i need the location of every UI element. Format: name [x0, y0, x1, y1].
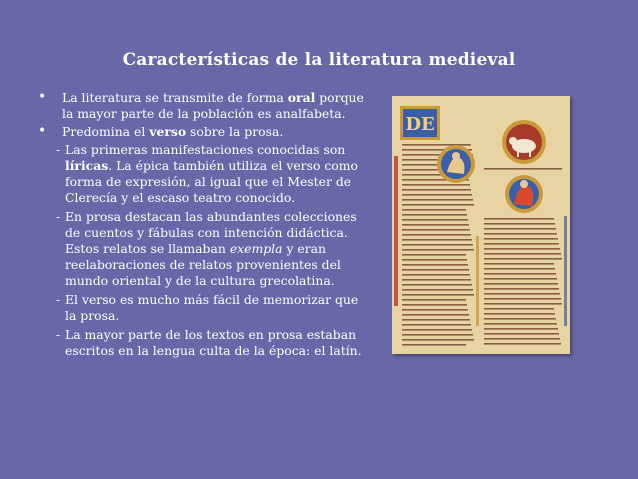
bold-verso: verso [149, 124, 187, 139]
manuscript-text-line [484, 228, 556, 230]
sub-item-memorizar: - El verso es mucho más fácil de memorizar que la prosa. [56, 292, 359, 323]
bullet-verso: • Predomina el verso sobre la prosa. [38, 123, 284, 139]
manuscript-text-line [484, 233, 557, 235]
manuscript-text-line [402, 204, 474, 206]
manuscript-text-line [402, 264, 468, 266]
bold-oral: oral [287, 90, 316, 105]
manuscript-text-line [402, 259, 467, 261]
manuscript-text-line [484, 168, 562, 170]
manuscript-text-line [402, 224, 469, 226]
italic-exempla: exempla [229, 241, 283, 256]
manuscript-text-line [402, 314, 469, 316]
manuscript-text-line [484, 338, 560, 340]
manuscript-text-line [402, 339, 474, 341]
manuscript-text-line [402, 199, 473, 201]
dash: - [56, 292, 61, 307]
manuscript-text-line [484, 263, 554, 265]
manuscript-text-line [402, 284, 472, 286]
manuscript-text-line [484, 318, 556, 320]
bullet-dot: • [38, 123, 47, 139]
illuminated-manuscript-image [392, 96, 570, 354]
manuscript-initial: DE [405, 114, 435, 135]
sub-item-prosa: - En prosa destacan las abundantes colecciones de cuentos y fábulas con intención didáctica. Estos relatos se llamaban exempla y eran reelaboraciones de relatos provenientes del mundo oriental y de la cultura grecolatina. [56, 209, 357, 288]
bullet-oral: • La literatura se transmite de forma oral porque la mayor parte de la población es analfabeta. [38, 89, 364, 121]
manuscript-text-line [402, 279, 471, 281]
manuscript-text-line [484, 313, 555, 315]
manuscript-text-line [402, 229, 470, 231]
manuscript-text-line [402, 209, 466, 211]
manuscript-text-line [402, 294, 474, 296]
manuscript-text-line [402, 144, 471, 146]
manuscript-text-line [484, 278, 557, 280]
manuscript-text-line [484, 293, 560, 295]
manuscript-text-line [402, 299, 466, 301]
manuscript-illustration [392, 96, 570, 354]
manuscript-text-line [484, 243, 559, 245]
bold-liricas: líricas [65, 158, 109, 173]
sub-item-liricas: - Las primeras manifestaciones conocidas son líricas. La épica también utiliza el verso como forma de expresión, al igual que el Mester de Clerecía y el escaso teatro conocido. [56, 142, 358, 205]
manuscript-text-line [402, 244, 473, 246]
dash: - [56, 142, 61, 157]
sub-item-latin: - La mayor parte de los textos en prosa estaban escritos en la lengua culta de la época: el latín. [56, 327, 362, 358]
manuscript-text-line [402, 234, 471, 236]
manuscript-text-line [484, 303, 562, 305]
dash: - [56, 327, 61, 342]
manuscript-text-line [402, 274, 470, 276]
manuscript-text-line [402, 304, 467, 306]
manuscript-text-line [484, 248, 560, 250]
manuscript-text-line [484, 288, 559, 290]
manuscript-text-line [484, 283, 558, 285]
manuscript-text-line [402, 194, 472, 196]
manuscript-text-line [484, 223, 555, 225]
manuscript-text-line [402, 239, 472, 241]
manuscript-text-line [402, 254, 466, 256]
manuscript-text-line [484, 238, 558, 240]
manuscript-text-line [484, 253, 561, 255]
manuscript-text-line [484, 268, 555, 270]
manuscript-text-line [484, 218, 554, 220]
manuscript-text-line [484, 298, 561, 300]
manuscript-text-line [402, 329, 472, 331]
manuscript-text-line [484, 308, 554, 310]
manuscript-text-line [402, 324, 471, 326]
dash: - [56, 209, 61, 224]
manuscript-text-line [402, 344, 466, 346]
manuscript-text-line [402, 184, 470, 186]
manuscript-text-line [402, 214, 467, 216]
manuscript-text-line [402, 219, 468, 221]
manuscript-text-line [484, 343, 561, 345]
bullet-dot: • [38, 89, 47, 105]
slide-content [38, 90, 368, 359]
slide-title: Características de la literatura medieval [122, 50, 516, 70]
manuscript-text-line [402, 249, 474, 251]
manuscript-text-line [484, 328, 558, 330]
manuscript-text-line [484, 258, 562, 260]
manuscript-text-line [402, 289, 473, 291]
manuscript-text-line [402, 309, 468, 311]
manuscript-text-line [484, 323, 557, 325]
manuscript-text-line [484, 273, 556, 275]
manuscript-text-line [402, 189, 471, 191]
manuscript-text-line [484, 333, 559, 335]
manuscript-text-line [402, 269, 469, 271]
manuscript-text-line [402, 334, 473, 336]
manuscript-text-line [402, 319, 470, 321]
